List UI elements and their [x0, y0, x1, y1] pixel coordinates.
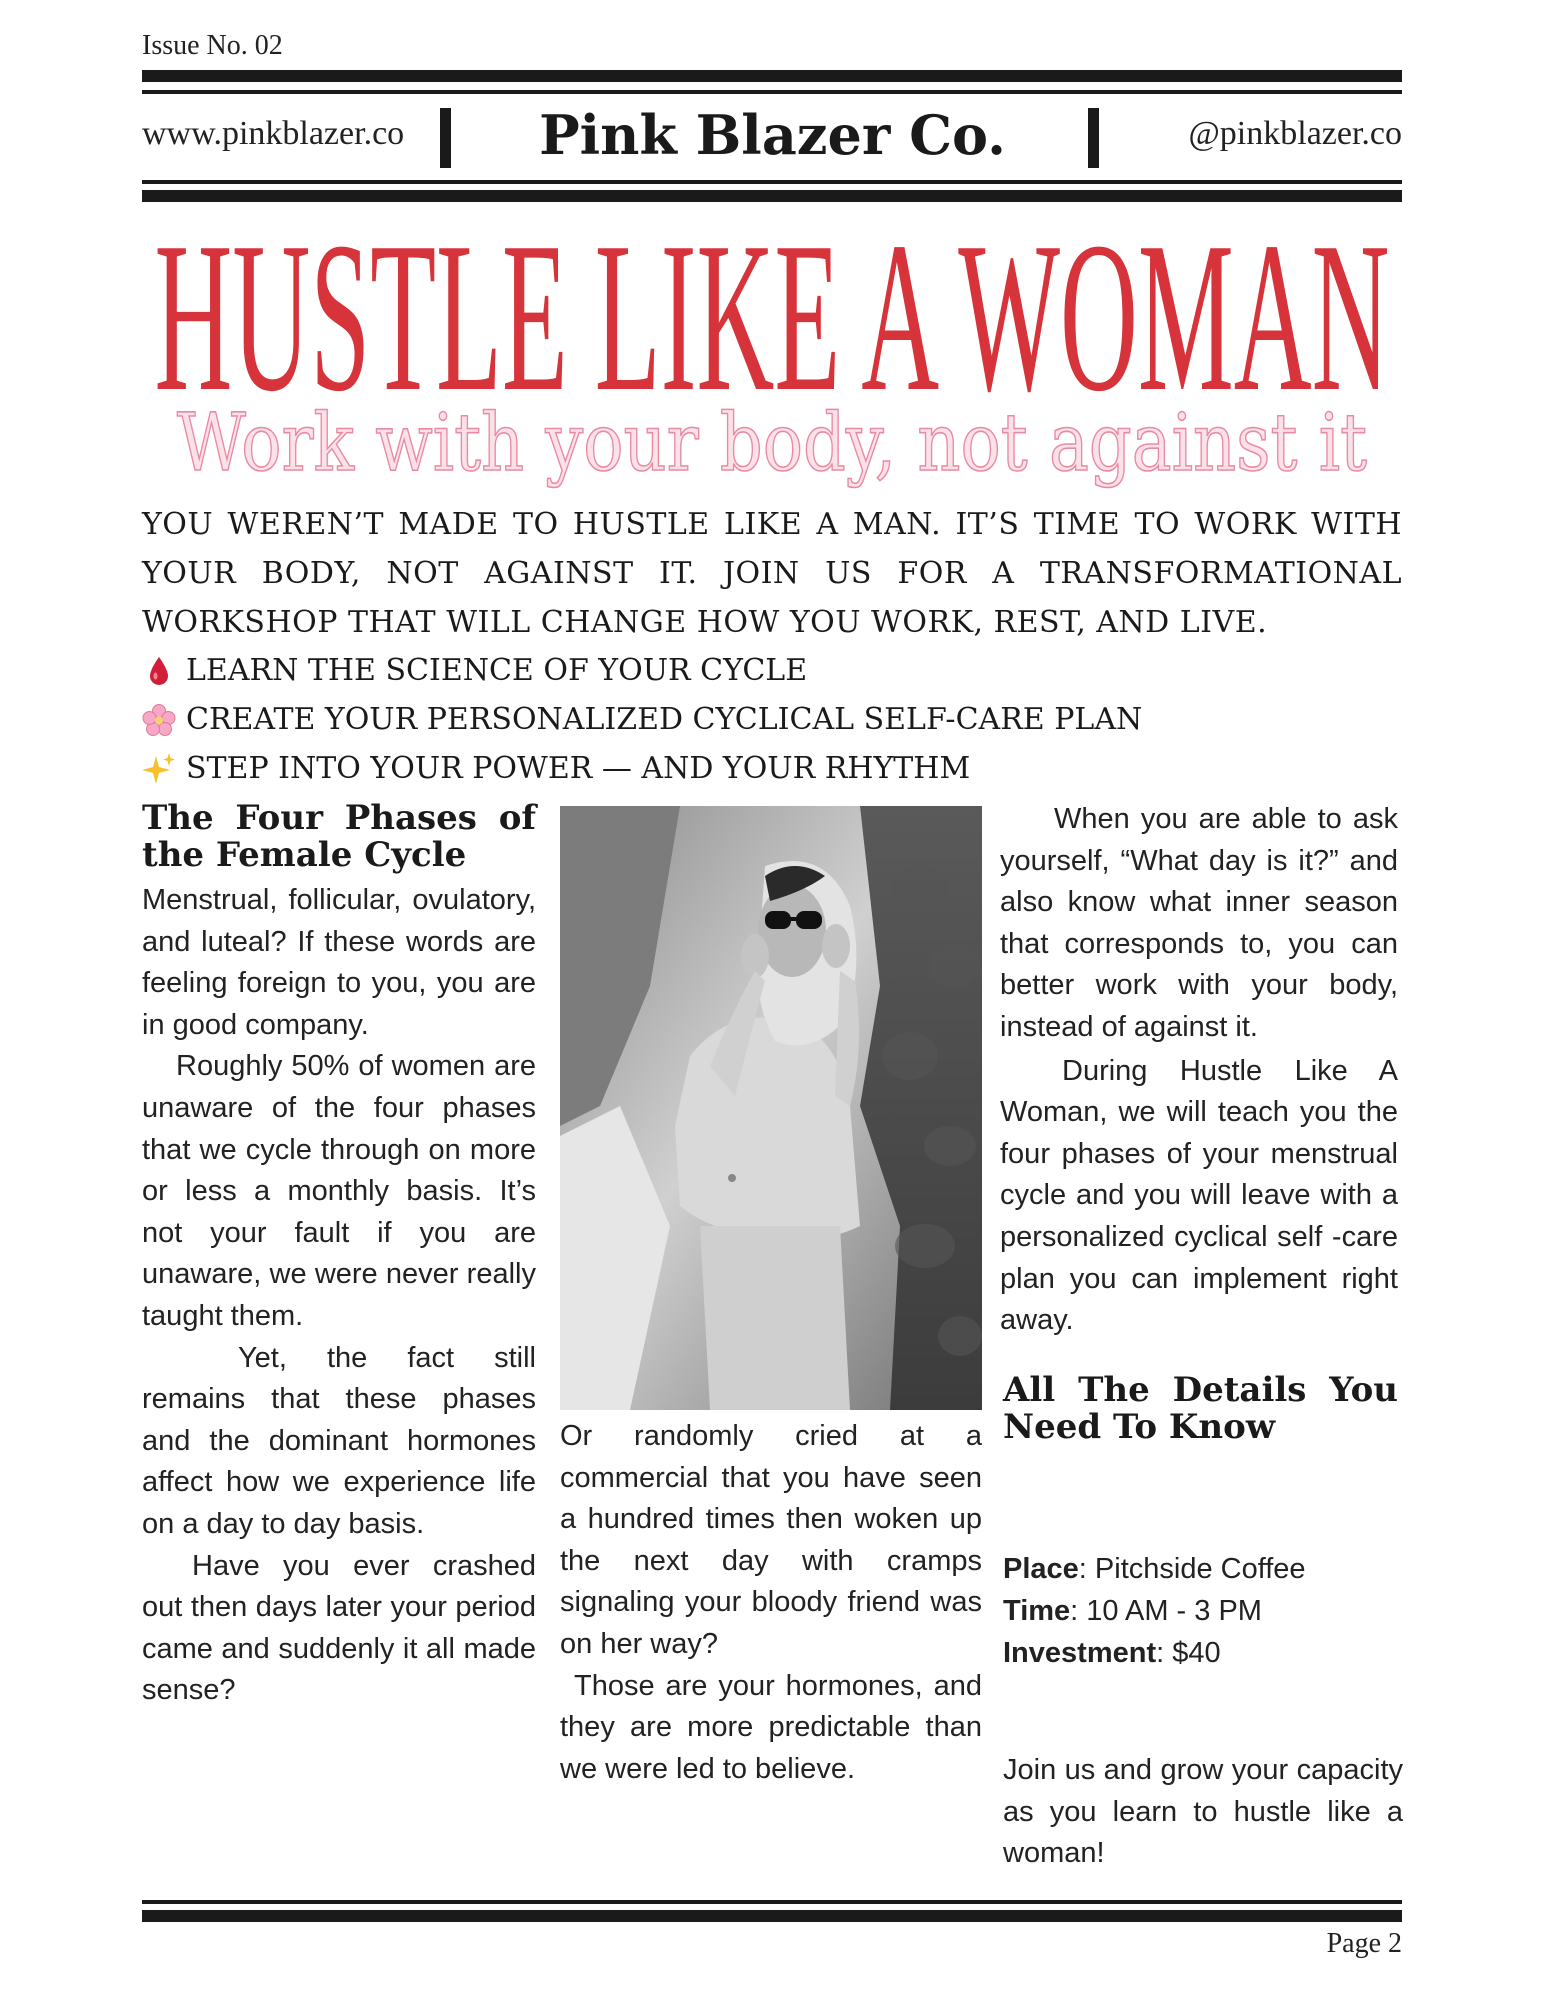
detail-label: Investment — [1003, 1637, 1157, 1669]
benefit-item — [142, 646, 1402, 695]
detail-time — [1003, 1590, 1403, 1632]
paragraph: Menstrual, follicular, ovulatory, and luteal? If these words are feeling foreign to you, you are in good company. — [142, 884, 536, 1041]
details-heading: All The Details You Need To Know — [1003, 1369, 1398, 1447]
footer-rule-thin — [142, 1900, 1402, 1904]
intro-paragraph: YOU WEREN’T MADE TO HUSTLE LIKE A MAN. IT’S TIME TO WORK WITH YOUR BODY, NOT AGAINST IT. JOIN US FOR A TRANSFORMATIONAL WORKSHOP THAT WILL CHANGE HOW YOU WORK, REST, AND LIVE. — [142, 507, 1402, 640]
top-rule-thick — [142, 70, 1402, 82]
benefit-text: STEP INTO YOUR POWER — AND YOUR RHYTHM — [186, 751, 971, 786]
sparkles-icon — [142, 752, 176, 786]
benefit-item — [142, 744, 1402, 793]
paragraph: Or randomly cried at a commercial that you have seen a hundred times then woken up the next day with cramps signaling your bloody friend was on her way? — [560, 1420, 982, 1660]
paragraph: Those are your hormones, and they are more predictable than we were led to believe. — [560, 1669, 982, 1785]
blood-drop-icon — [142, 654, 176, 688]
woman-photo — [560, 806, 982, 1410]
page-number: Page 2 — [1326, 1928, 1402, 1959]
article-column-1 — [142, 800, 536, 1712]
article-column-2 — [560, 1416, 982, 1790]
benefit-item — [142, 695, 1402, 744]
detail-value: : 10 AM - 3 PM — [1070, 1595, 1262, 1627]
top-rule-thin — [142, 90, 1402, 94]
closing-paragraph: Join us and grow your capacity as you learn to hustle like a woman! — [1003, 1754, 1403, 1870]
detail-investment — [1003, 1632, 1403, 1674]
detail-label: Time — [1003, 1595, 1071, 1627]
header-rule-thin — [142, 180, 1402, 184]
benefit-list — [142, 646, 1402, 793]
issue-number: Issue No. 02 — [142, 30, 283, 61]
section-heading: The Four Phases of the Female Cycle — [142, 798, 536, 875]
website-url[interactable]: www.pinkblazer.co — [142, 115, 405, 152]
detail-label: Place — [1003, 1553, 1079, 1585]
cherry-blossom-icon — [142, 703, 176, 737]
detail-place — [1003, 1548, 1403, 1590]
brand-name: Pink Blazer Co. — [539, 103, 1006, 167]
paragraph: When you are able to ask yourself, “What day is it?” and also know what inner season that corresponds to, you can better work with your body, instead of against it. — [1000, 803, 1398, 1043]
event-details — [1003, 1548, 1403, 1674]
social-handle[interactable]: @pinkblazer.co — [1188, 115, 1402, 152]
paragraph: Have you ever crashed out then days later your period came and suddenly it all made sense? — [142, 1549, 536, 1707]
footer-rule-thick — [142, 1910, 1402, 1922]
article-column-3 — [1000, 799, 1398, 1446]
headline-text: HUSTLE LIKE A WOMAN — [154, 197, 1390, 436]
paragraph: During Hustle Like A Woman, we will teach you the four phases of your menstrual cycle and you will leave with a personalized cyclical self -care plan you can implement right away. — [1000, 1054, 1398, 1337]
subheadline — [142, 396, 1402, 500]
paragraph: Yet, the fact still remains that these phases and the dominant hormones affect how we experience life on a day to day basis. — [142, 1341, 536, 1540]
header-divider-right — [1088, 108, 1099, 168]
detail-value: : $40 — [1156, 1637, 1221, 1669]
headline — [142, 197, 1402, 436]
benefit-text: LEARN THE SCIENCE OF YOUR CYCLE — [186, 653, 808, 688]
subheadline-text: Work with your body, not against it — [177, 396, 1367, 489]
benefit-text: CREATE YOUR PERSONALIZED CYCLICAL SELF-CARE PLAN — [186, 702, 1143, 737]
detail-value: : Pitchside Coffee — [1078, 1553, 1306, 1585]
paragraph: Roughly 50% of women are unaware of the four phases that we cycle through on more or less a monthly basis. It’s not your fault if you are unaware, we were never really taught them. — [142, 1050, 536, 1332]
